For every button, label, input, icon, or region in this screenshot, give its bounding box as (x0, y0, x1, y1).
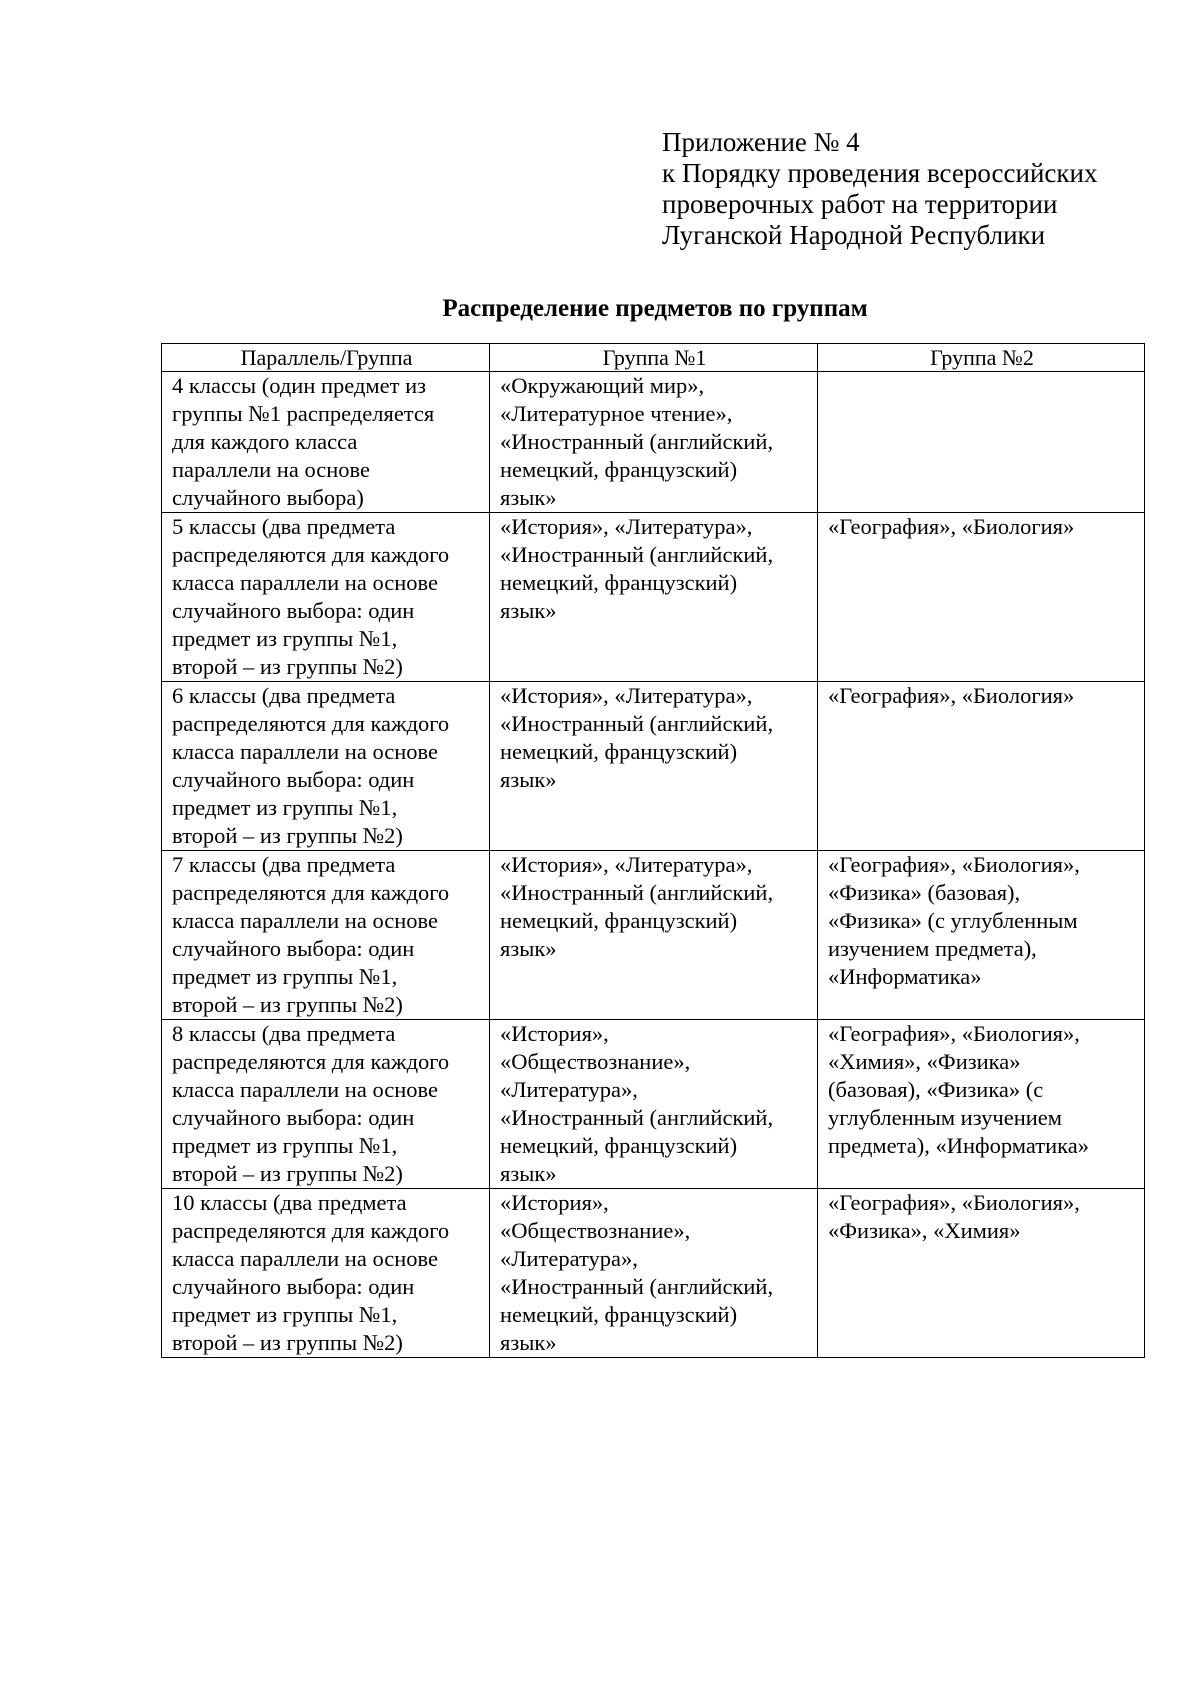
cell-text-line: немецкий, французский) (500, 457, 738, 482)
cell-text-line: второй – из группы №2) (172, 1330, 403, 1355)
cell-text-line: случайного выбора: один (172, 936, 415, 961)
cell-parallel (162, 682, 490, 851)
cell-text-line: класса параллели на основе (172, 739, 439, 764)
cell-text-line: немецкий, французский) (500, 739, 738, 764)
cell-group-1 (490, 513, 818, 682)
subject-distribution-table (161, 343, 1145, 1358)
cell-text-line: случайного выбора: один (172, 1105, 415, 1130)
cell-text-line: «География», «Биология», (828, 852, 1080, 877)
table-row (162, 372, 1145, 513)
cell-text-line: 4 классы (один предмет из (172, 373, 427, 398)
cell-text-line: случайного выбора: один (172, 767, 415, 792)
table-row (162, 1189, 1145, 1358)
cell-text-line: параллели на основе (172, 457, 371, 482)
cell-text-line: предмет из группы №1, (172, 626, 398, 651)
cell-text-line: «Литература», (500, 1246, 638, 1271)
cell-text-line: углубленным изучением (828, 1105, 1062, 1130)
cell-text-line: 7 классы (два предмета (172, 852, 396, 877)
cell-group-2 (818, 1020, 1145, 1189)
cell-text-line: «География», «Биология», (828, 1021, 1080, 1046)
cell-text-line: «Обществознание», (500, 1049, 691, 1074)
cell-text-line: «История», «Литература», (500, 852, 753, 877)
cell-text-line: для каждого класса (172, 429, 358, 454)
appendix-line: к Порядку проведения всероссийских (662, 158, 1098, 188)
cell-group-1 (490, 1189, 818, 1358)
cell-text-line: «Иностранный (английский, (500, 1105, 774, 1130)
cell-text-line: «Информатика» (828, 964, 982, 989)
cell-parallel (162, 513, 490, 682)
cell-text-line: класса параллели на основе (172, 1077, 439, 1102)
cell-group-1 (490, 372, 818, 513)
cell-text-line: «История», (500, 1190, 609, 1215)
cell-text-line: группы №1 распределяется (172, 401, 435, 426)
cell-text-line: предмет из группы №1, (172, 1302, 398, 1327)
table-row (162, 682, 1145, 851)
cell-text-line: случайного выбора: один (172, 598, 415, 623)
cell-text-line: второй – из группы №2) (172, 823, 403, 848)
cell-text-line: «Иностранный (английский, (500, 880, 774, 905)
cell-group-1 (490, 682, 818, 851)
appendix-line: Луганской Народной Республики (662, 220, 1046, 250)
table-row (162, 851, 1145, 1020)
cell-text-line: (базовая), «Физика» (с (828, 1077, 1044, 1102)
cell-text-line: язык» (500, 598, 557, 623)
cell-parallel (162, 372, 490, 513)
cell-text-line: «Физика», «Химия» (828, 1218, 1021, 1243)
cell-group-2 (818, 1189, 1145, 1358)
cell-text-line: «География», «Биология» (828, 683, 1075, 708)
cell-text-line: «Литература», (500, 1077, 638, 1102)
cell-group-2 (818, 682, 1145, 851)
cell-text-line: распределяются для каждого (172, 711, 450, 736)
cell-text-line: распределяются для каждого (172, 542, 450, 567)
appendix-line: проверочных работ на территории (662, 189, 1058, 219)
cell-text-line: предмет из группы №1, (172, 795, 398, 820)
cell-text-line: 10 классы (два предмета (172, 1190, 407, 1215)
cell-text-line: «География», «Биология», (828, 1190, 1080, 1215)
cell-text-line: второй – из группы №2) (172, 992, 403, 1017)
cell-text-line: «География», «Биология» (828, 514, 1075, 539)
cell-text-line: «Обществознание», (500, 1218, 691, 1243)
cell-text-line: «Химия», «Физика» (828, 1049, 1021, 1074)
cell-text-line: «Иностранный (английский, (500, 711, 774, 736)
cell-text-line: язык» (500, 936, 557, 961)
cell-text-line: немецкий, французский) (500, 570, 738, 595)
cell-text-line: распределяются для каждого (172, 1049, 450, 1074)
cell-text-line: «История», «Литература», (500, 514, 753, 539)
document-title: Распределение предметов по группам (442, 295, 868, 322)
cell-text-line: «Литературное чтение», (500, 401, 733, 426)
cell-text-line: «Иностранный (английский, (500, 1274, 774, 1299)
cell-text-line: изучением предмета), (828, 936, 1037, 961)
cell-parallel (162, 851, 490, 1020)
cell-text-line: язык» (500, 1330, 557, 1355)
cell-text-line: язык» (500, 1161, 557, 1186)
cell-text-line: случайного выбора: один (172, 1274, 415, 1299)
cell-text-line: предмета), «Информатика» (828, 1133, 1089, 1158)
cell-text-line: немецкий, французский) (500, 1133, 738, 1158)
cell-text-line: язык» (500, 767, 557, 792)
table-row (162, 1020, 1145, 1189)
appendix-line: Приложение № 4 (662, 127, 860, 157)
cell-text-line: второй – из группы №2) (172, 654, 403, 679)
cell-text-line: предмет из группы №1, (172, 1133, 398, 1158)
header-group-1: Группа №1 (490, 344, 818, 372)
cell-text-line: распределяются для каждого (172, 1218, 450, 1243)
cell-text-line: «Иностранный (английский, (500, 542, 774, 567)
table-header-row (162, 344, 1145, 372)
cell-text-line: второй – из группы №2) (172, 1161, 403, 1186)
cell-group-1 (490, 1020, 818, 1189)
appendix-header (662, 127, 1182, 251)
cell-text-line: «История», (500, 1021, 609, 1046)
cell-text-line: класса параллели на основе (172, 908, 439, 933)
cell-text-line: класса параллели на основе (172, 570, 439, 595)
cell-text-line: язык» (500, 485, 557, 510)
cell-text-line: «История», «Литература», (500, 683, 753, 708)
cell-text-line: «Физика» (с углубленным (828, 908, 1078, 933)
cell-text-line: «Иностранный (английский, (500, 429, 774, 454)
cell-text-line: немецкий, французский) (500, 1302, 738, 1327)
cell-group-2 (818, 851, 1145, 1020)
cell-text-line: 6 классы (два предмета (172, 683, 396, 708)
table-row (162, 513, 1145, 682)
cell-text-line: «Окружающий мир», (500, 373, 705, 398)
cell-group-1 (490, 851, 818, 1020)
cell-text-line: «Физика» (базовая), (828, 880, 1021, 905)
header-parallel: Параллель/Группа (162, 344, 490, 372)
cell-text-line: немецкий, французский) (500, 908, 738, 933)
cell-text-line: случайного выбора) (172, 485, 364, 510)
cell-group-2 (818, 372, 1145, 513)
cell-parallel (162, 1020, 490, 1189)
cell-text-line: 5 классы (два предмета (172, 514, 396, 539)
cell-text-line: 8 классы (два предмета (172, 1021, 396, 1046)
cell-text-line: класса параллели на основе (172, 1246, 439, 1271)
header-group-2: Группа №2 (818, 344, 1145, 372)
cell-parallel (162, 1189, 490, 1358)
table-body (162, 372, 1145, 1358)
cell-text-line: предмет из группы №1, (172, 964, 398, 989)
cell-group-2 (818, 513, 1145, 682)
cell-text-line: распределяются для каждого (172, 880, 450, 905)
